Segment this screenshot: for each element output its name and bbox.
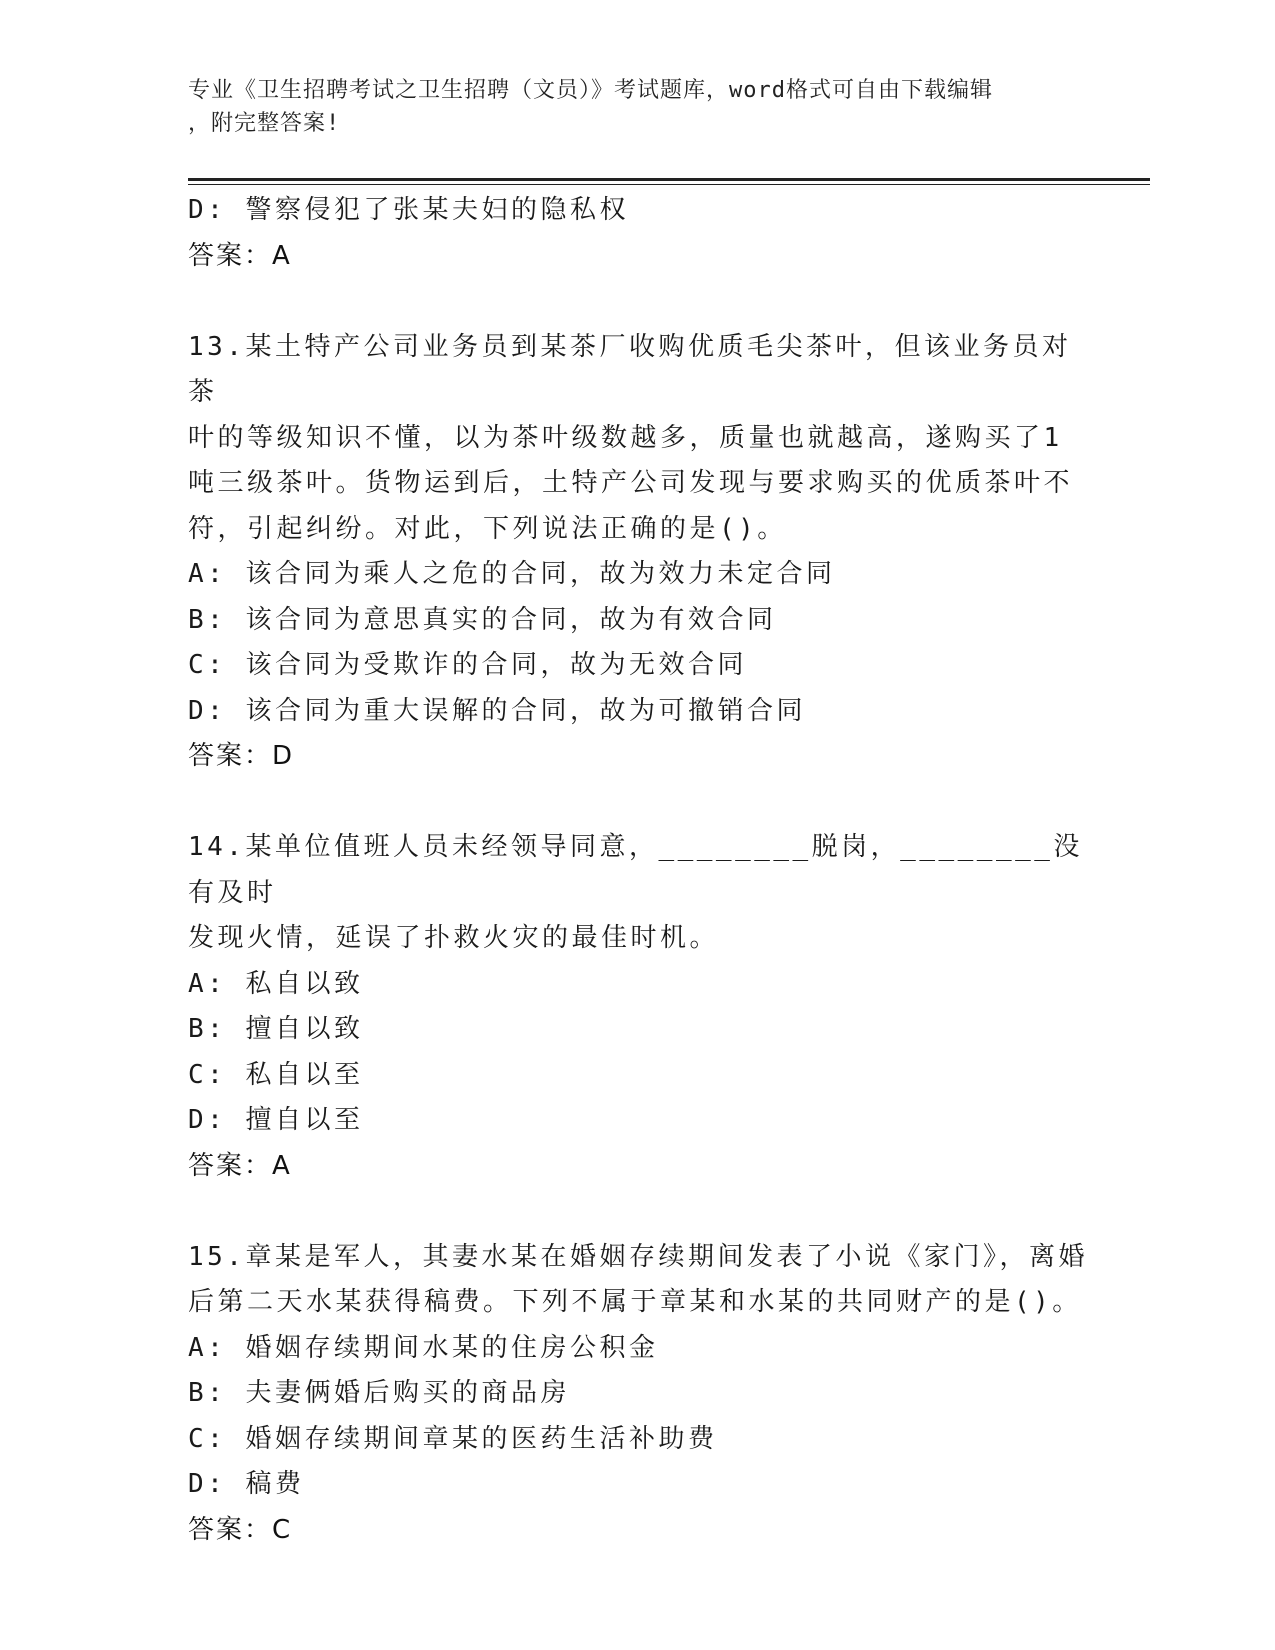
question-14-answer: 答案：A xyxy=(188,1150,292,1181)
question-14-option-a: A: 私自以致 xyxy=(188,968,364,999)
question-15-option-c: C: 婚姻存续期间章某的医药生活补助费 xyxy=(188,1423,718,1454)
question-15-answer: 答案：C xyxy=(188,1514,293,1545)
question-13 xyxy=(188,325,1088,780)
header-divider-thick xyxy=(188,178,1150,181)
question-15-option-d: D: 稿费 xyxy=(188,1469,305,1499)
question-13-option-b: B: 该合同为意思真实的合同，故为有效合同 xyxy=(188,604,777,635)
question-list xyxy=(188,188,1088,1553)
question-13-option-c: C: 该合同为受欺诈的合同，故为无效合同 xyxy=(188,650,747,680)
question-14-option-c: C: 私自以至 xyxy=(188,1059,364,1090)
spacer xyxy=(188,279,1088,325)
header-divider-thin xyxy=(188,184,1150,185)
question-14-stem-line-1: 14.某单位值班人员未经领导同意，________脱岗，________没有及时 xyxy=(188,832,1083,908)
question-13-option-a: A: 该合同为乘人之危的合同，故为效力未定合同 xyxy=(188,559,836,589)
question-14 xyxy=(188,825,1088,1189)
question-15-stem-line-1: 15.章某是军人，其妻水某在婚姻存续期间发表了小说《家门》，离婚 xyxy=(188,1241,1088,1272)
spacer xyxy=(188,780,1088,826)
question-15 xyxy=(188,1235,1088,1554)
question-15-stem-line-2: 后第二天水某获得稿费。下列不属于章某和水某的共同财产的是()。 xyxy=(188,1287,1082,1317)
question-15-option-b: B: 夫妻俩婚后购买的商品房 xyxy=(188,1378,570,1408)
question-14-stem-line-2: 发现火情，延误了扑救火灾的最佳时机。 xyxy=(188,923,720,953)
question-13-stem-line-2: 叶的等级知识不懂，以为茶叶级数越多，质量也就越高，遂购买了1 xyxy=(188,422,1063,453)
question-14-option-d: D: 擅自以至 xyxy=(188,1105,364,1135)
question-14-option-b: B: 擅自以致 xyxy=(188,1014,364,1044)
question-13-answer: 答案：D xyxy=(188,741,295,771)
prev-question-option-d: D: 警察侵犯了张某夫妇的隐私权 xyxy=(188,195,629,225)
question-15-option-a: A: 婚姻存续期间水某的住房公积金 xyxy=(188,1332,659,1363)
spacer xyxy=(188,1189,1088,1235)
document-header xyxy=(188,74,1088,140)
question-13-stem-line-4: 符，引起纠纷。对此，下列说法正确的是()。 xyxy=(188,513,787,544)
header-title-line-2: ，附完整答案! xyxy=(188,111,341,136)
question-13-stem-line-1: 13.某土特产公司业务员到某茶厂收购优质毛尖茶叶，但该业务员对茶 xyxy=(188,331,1072,407)
question-13-option-d: D: 该合同为重大误解的合同，故为可撤销合同 xyxy=(188,695,806,726)
prev-question-answer: 答案：A xyxy=(188,240,292,271)
question-13-stem-line-3: 吨三级茶叶。货物运到后，土特产公司发现与要求购买的优质茶叶不 xyxy=(188,468,1074,498)
header-title-line-1: 专业《卫生招聘考试之卫生招聘（文员）》考试题库，word格式可自由下载编辑 xyxy=(188,78,993,103)
